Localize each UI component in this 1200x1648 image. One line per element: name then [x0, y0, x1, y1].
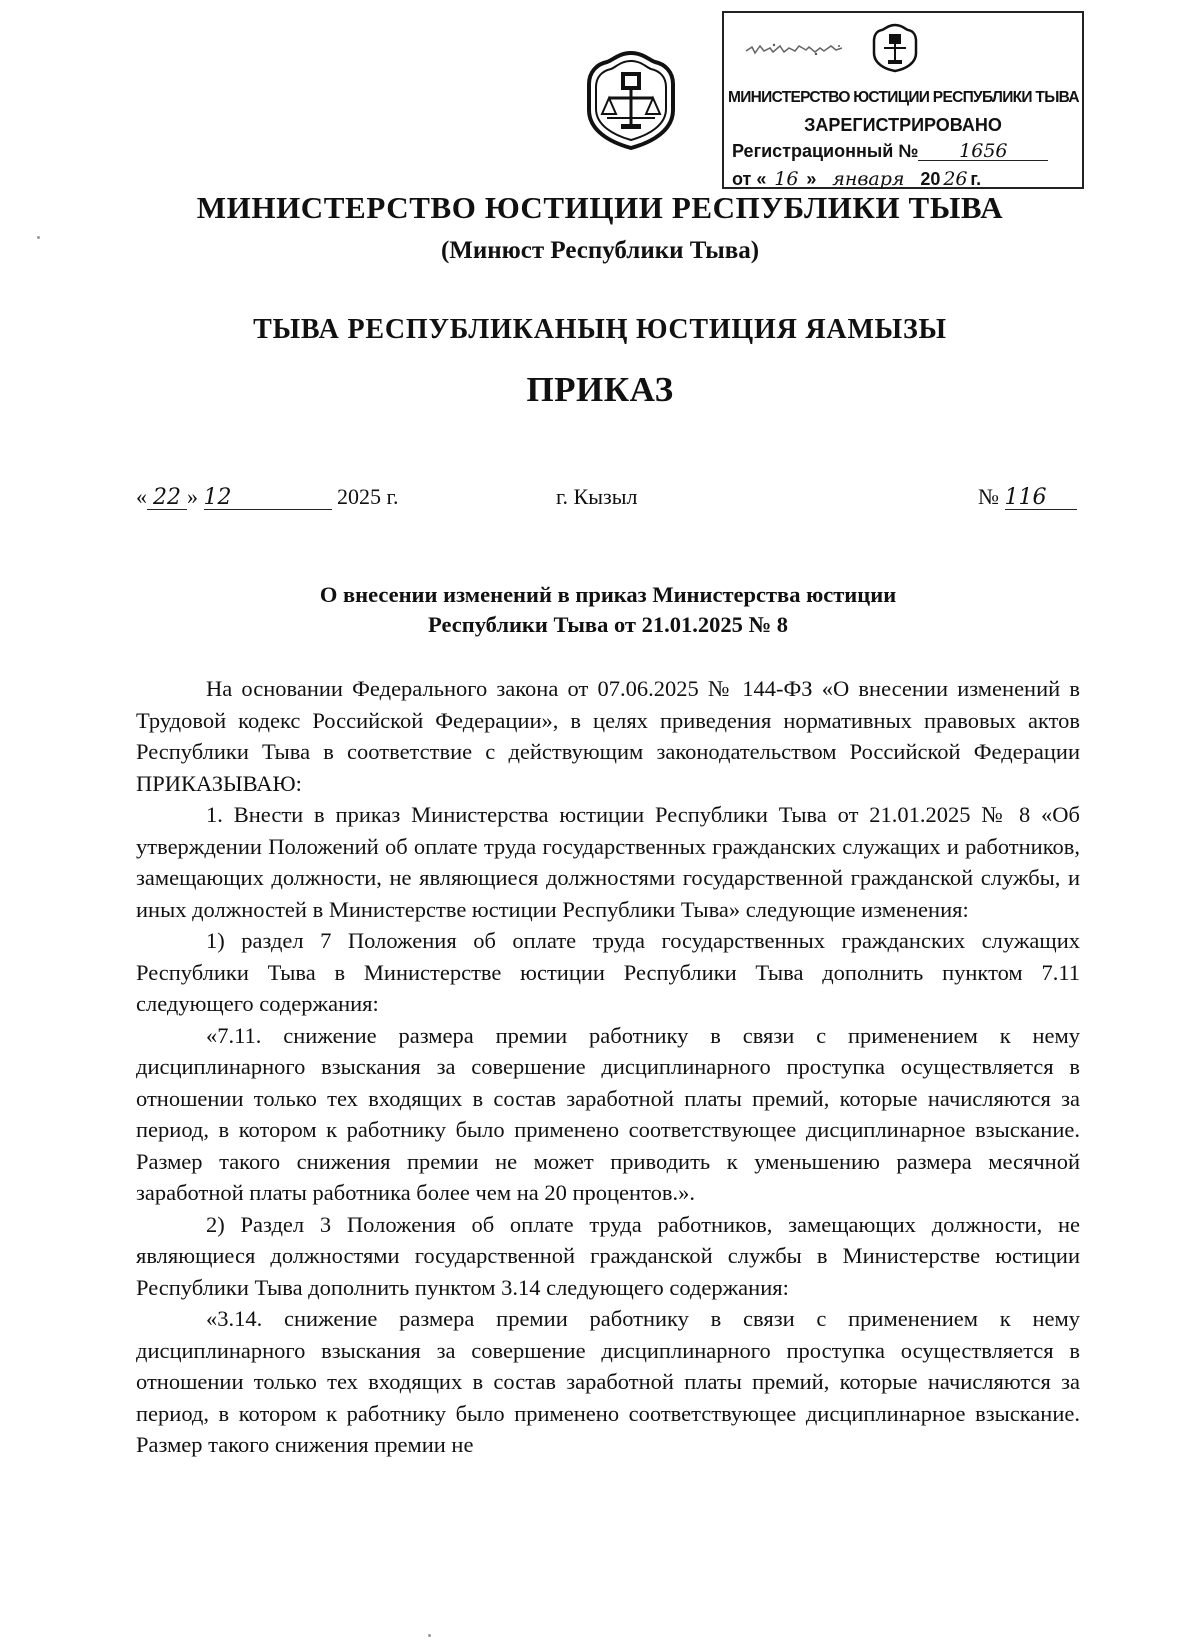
order-body — [136, 673, 1080, 1461]
stamp-smudge — [744, 39, 854, 59]
stamp-ministry: МИНИСТЕРСТВО ЮСТИЦИИ РЕСПУБЛИКИ ТЫВА — [728, 89, 1079, 106]
stamp-year-suffix: 26 — [940, 170, 970, 189]
order-day: 22 — [147, 487, 187, 510]
order-date — [136, 484, 399, 510]
number-label: № — [978, 484, 999, 509]
ministry-tuvan-name: ТЫВА РЕСПУБЛИКАНЫҢ ЮСТИЦИЯ ЯАМЫЗЫ — [253, 314, 947, 345]
order-subject — [136, 580, 1080, 640]
order-city: г. Кызыл — [556, 484, 638, 509]
subject-line-1: О внесении изменений в приказ Министерства юстиции — [319, 582, 897, 607]
date-close-quote: » — [187, 484, 198, 509]
stamp-year-unit: г. — [970, 169, 982, 189]
order-month: 12 — [204, 487, 332, 510]
paragraph-subitem-2: 2) Раздел 3 Положения об оплате труда работников, замещающих должности, не являющиеся должностями государственной гражданской службы в Министерстве юстиции Республики Тыва дополнить пунктом 3.14 следующего содержания: — [136, 1211, 1080, 1300]
stamp-registration-date — [732, 169, 981, 190]
stamp-day: 16 — [766, 170, 806, 189]
ministry-title: МИНИСТЕРСТВО ЮСТИЦИИ РЕСПУБЛИКИ ТЫВА — [196, 190, 1004, 225]
paragraph-quote-7-11: «7.11. снижение размера премии работнику в связи с применением к нему дисциплинарного взыскания за совершение дисциплинарного проступка осуществляется в отношении только тех входящих в состав заработной платы премий, которые начисляются за период, в котором к работнику было применено соответствующее дисциплинарное взыскание. Размер такого снижения премии не может приводить к уменьшению размера месячной заработной платы работника более чем на 20 процентов.». — [136, 1022, 1080, 1205]
stamp-emblem — [872, 23, 918, 73]
subject-line-2: Республики Тыва от 21.01.2025 № 8 — [428, 612, 788, 637]
order-year: 2025 г. — [337, 484, 399, 509]
registration-stamp — [722, 11, 1084, 189]
date-open-quote: « — [136, 484, 147, 509]
scan-speck — [37, 236, 40, 239]
coat-of-arms-emblem — [585, 50, 677, 150]
order-number — [978, 484, 1077, 510]
scan-speck — [428, 1634, 431, 1637]
order-number-value: 116 — [1005, 487, 1077, 510]
stamp-reg-number: 1656 — [918, 142, 1048, 161]
stamp-month: января — [816, 170, 920, 189]
paragraph-quote-3-14: «3.14. снижение размера премии работнику в связи с применением к нему дисциплинарного взыскания за совершение дисциплинарного проступка осуществляется в отношении только тех входящих в состав заработной платы премий, которые начисляются за период, в котором к работнику было применено соответствующее дисциплинарное взыскание. Размер такого снижения премии не — [136, 1306, 1080, 1457]
stamp-registered: ЗАРЕГИСТРИРОВАНО — [804, 115, 1002, 135]
stamp-year-prefix: 20 — [920, 169, 941, 189]
stamp-from-label: от « — [732, 169, 767, 189]
ministry-short-name: (Минюст Республики Тыва) — [440, 237, 760, 264]
paragraph-subitem-1: 1) раздел 7 Положения об оплате труда государственных гражданских служащих Республики Тыва в Министерстве юстиции Республики Тыва дополнить пунктом 7.11 следующего содержания: — [136, 928, 1080, 1016]
paragraph-basis: На основании Федерального закона от 07.06.2025 № 144-ФЗ «О внесении изменений в Трудовой кодекс Российской Федерации», в целях приведения нормативных правовых актов Республики Тыва в соответствие с действующим законодательством Российской Федерации ПРИКАЗЫВАЮ: — [136, 676, 1080, 796]
document-type: ПРИКАЗ — [526, 370, 674, 409]
stamp-registration-number — [732, 141, 1048, 162]
stamp-reg-label: Регистрационный № — [732, 141, 919, 161]
paragraph-item-1: 1. Внести в приказ Министерства юстиции Республики Тыва от 21.01.2025 № 8 «Об утверждении Положений об оплате труда государственных гражданских служащих и работников, замещающих должности, не являющиеся должностями государственной гражданской службы, и иных должностей в Министерстве юстиции Республики Тыва» следующие изменения: — [136, 802, 1080, 922]
stamp-day-close: » — [806, 169, 817, 189]
